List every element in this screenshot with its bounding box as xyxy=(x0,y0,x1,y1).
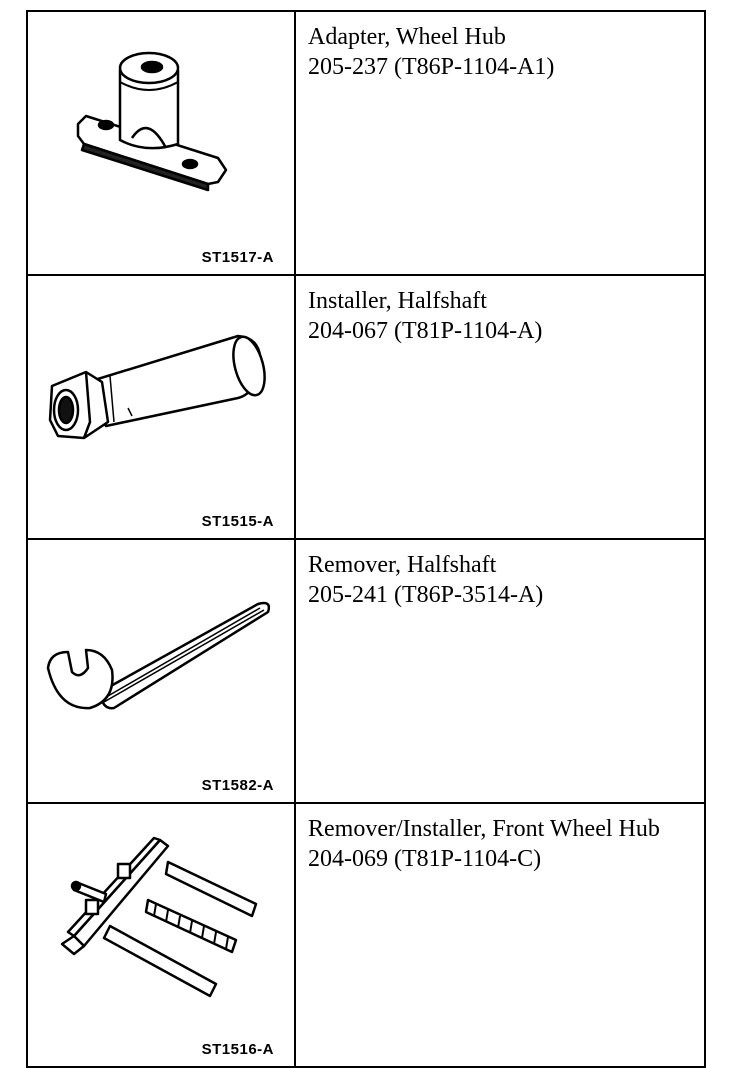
tool-description-cell xyxy=(295,275,705,539)
tool-number: 205-237 (T86P-1104-A1) xyxy=(308,54,555,80)
halfshaft-remover-icon xyxy=(28,540,294,792)
tool-name: Remover/Installer, Front Wheel Hub xyxy=(308,816,660,842)
tool-name: Installer, Halfshaft xyxy=(308,288,487,314)
tool-illustration-cell xyxy=(27,539,295,803)
tool-illustration-cell xyxy=(27,11,295,275)
tool-code: ST1516-A xyxy=(201,1041,274,1058)
tool-number: 204-067 (T81P-1104-A) xyxy=(308,318,543,344)
tool-illustration-cell xyxy=(27,803,295,1067)
tool-description-cell xyxy=(295,11,705,275)
tool-code: ST1517-A xyxy=(201,249,274,266)
table-row xyxy=(27,11,705,275)
tool-code: ST1582-A xyxy=(201,777,274,794)
tool-number: 205-241 (T86P-3514-A) xyxy=(308,582,544,608)
front-wheel-hub-remover-installer-icon xyxy=(28,804,294,1056)
table-row xyxy=(27,803,705,1067)
tool-illustration-cell xyxy=(27,275,295,539)
tool-description-cell xyxy=(295,539,705,803)
table-row xyxy=(27,539,705,803)
tool-description-cell xyxy=(295,803,705,1067)
tool-name: Remover, Halfshaft xyxy=(308,552,497,578)
halfshaft-installer-icon xyxy=(28,276,294,528)
tool-number: 204-069 (T81P-1104-C) xyxy=(308,846,542,872)
table-row xyxy=(27,275,705,539)
tool-code: ST1515-A xyxy=(201,513,274,530)
special-tools-table xyxy=(26,10,706,1068)
wheel-hub-adapter-icon xyxy=(28,12,294,264)
tool-name: Adapter, Wheel Hub xyxy=(308,24,506,50)
